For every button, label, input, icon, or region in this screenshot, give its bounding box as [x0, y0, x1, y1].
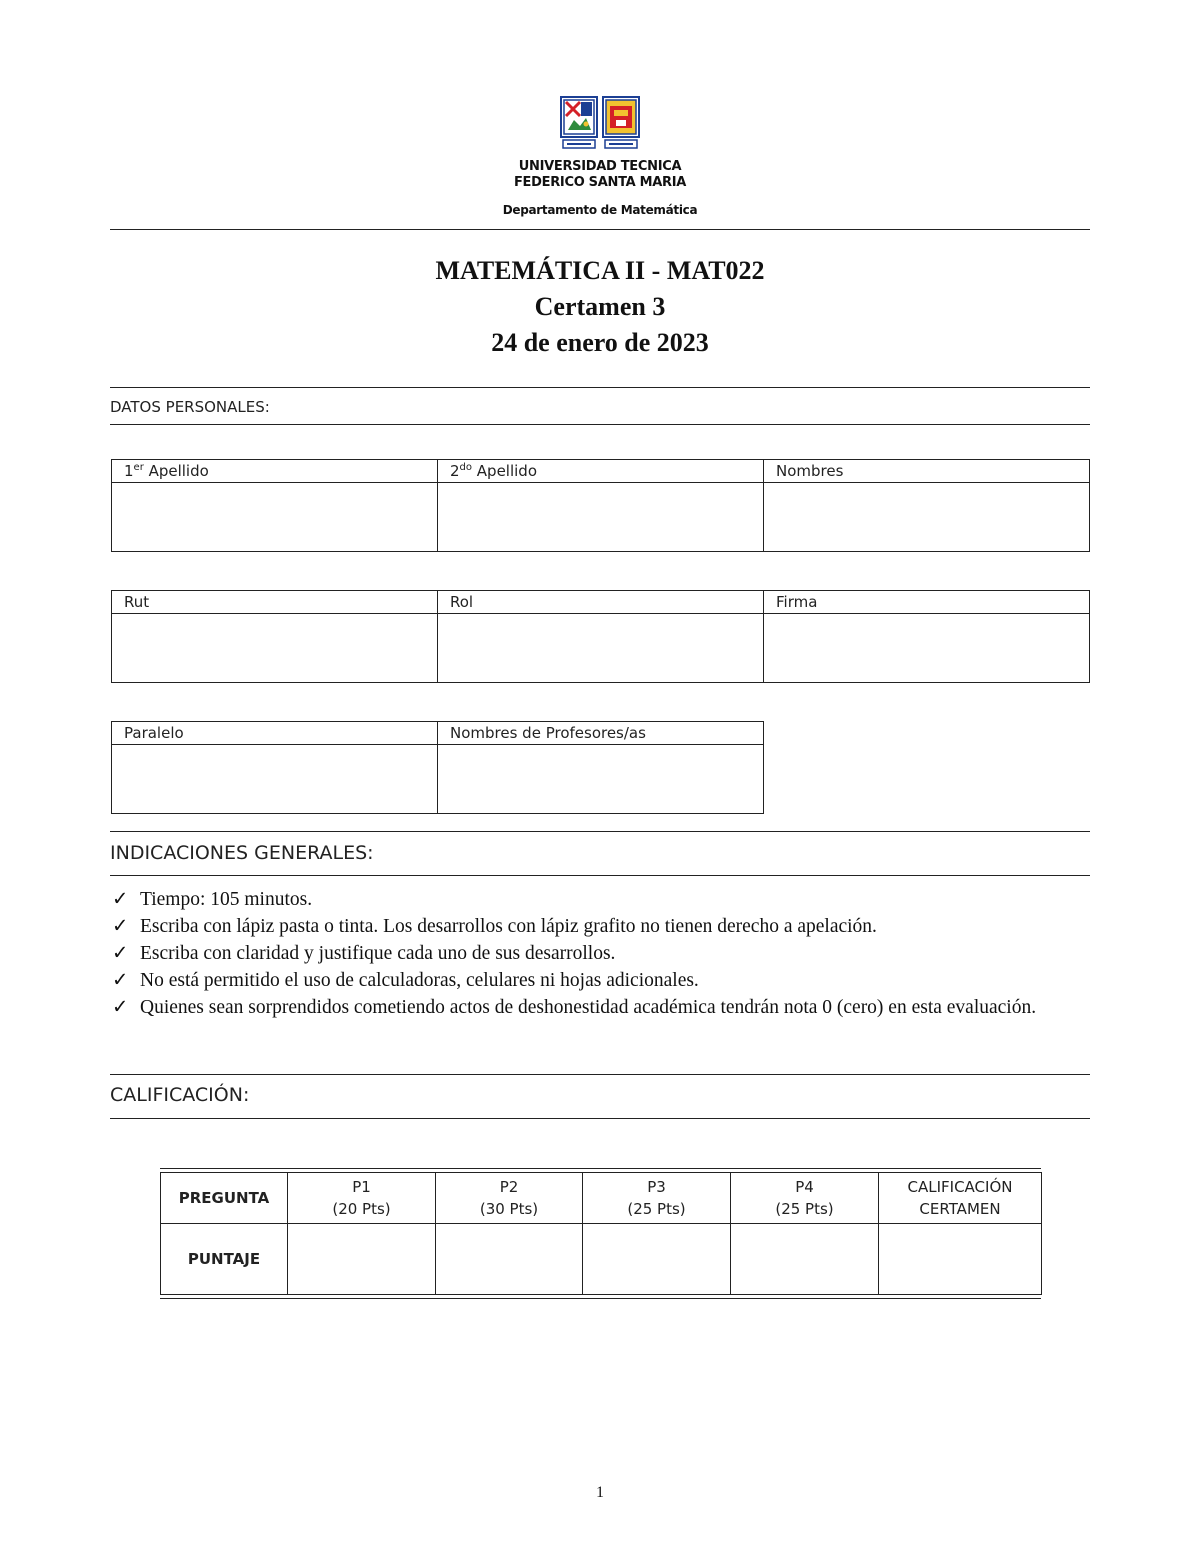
first-surname-field[interactable] — [112, 483, 438, 552]
indications-top-rule — [110, 831, 1090, 832]
section-label: Paralelo — [112, 722, 438, 745]
personal-top-rule — [110, 387, 1090, 388]
name-fields-table — [111, 459, 1090, 552]
grading-top-rule — [110, 1074, 1090, 1075]
course-title: MATEMÁTICA II - MAT022 — [435, 256, 765, 285]
exam-title: Certamen 3 — [534, 292, 666, 321]
section-fields-table — [111, 721, 764, 814]
id-fields-table — [111, 590, 1090, 683]
rut-label: Rut — [112, 591, 438, 614]
department-name: Departamento de Matemática — [502, 203, 698, 217]
given-names-field[interactable] — [764, 483, 1090, 552]
grades-table-top-rule — [160, 1168, 1041, 1169]
exam-date: 24 de enero de 2023 — [491, 328, 709, 357]
page-number: 1 — [596, 1484, 604, 1501]
indications-bottom-rule — [110, 875, 1090, 876]
signature-label: Firma — [764, 591, 1090, 614]
grades-table — [160, 1172, 1042, 1295]
score-cell-p1[interactable] — [288, 1224, 436, 1295]
check-icon: ✓ — [112, 889, 129, 910]
indications-list — [110, 886, 1090, 1021]
university-name-line2: FEDERICO SANTA MARIA — [513, 175, 687, 190]
header-divider — [110, 229, 1090, 230]
question-header-p4: P4 (25 Pts) — [731, 1173, 879, 1224]
second-surname-label: $2^{do}$ Apellido — [438, 460, 764, 483]
score-cell-p3[interactable] — [583, 1224, 731, 1295]
check-icon: ✓ — [112, 997, 129, 1018]
check-icon: ✓ — [112, 916, 129, 937]
professors-field[interactable] — [438, 745, 764, 814]
list-item: ✓ Quienes sean sorprendidos cometiendo actos de deshonestidad académica tendrán nota 0 (cero) en esta evaluación. — [110, 994, 1090, 1021]
rut-field[interactable] — [112, 614, 438, 683]
list-item: ✓ No está permitido el uso de calculadoras, celulares ni hojas adicionales. — [110, 967, 1090, 994]
university-logo — [560, 96, 640, 152]
section-field[interactable] — [112, 745, 438, 814]
rol-label: Rol — [438, 591, 764, 614]
university-name-line1: UNIVERSIDAD TECNICA — [518, 159, 682, 174]
personal-bottom-rule — [110, 424, 1090, 425]
final-grade-header: CALIFICACIÓN CERTAMEN — [879, 1173, 1042, 1224]
check-icon: ✓ — [112, 943, 129, 964]
check-icon: ✓ — [112, 970, 129, 991]
final-grade-cell[interactable] — [879, 1224, 1042, 1295]
grades-table-bottom-rule — [160, 1298, 1041, 1299]
list-item: ✓ Escriba con claridad y justifique cada uno de sus desarrollos. — [110, 940, 1090, 967]
indications-heading: INDICACIONES GENERALES: — [110, 842, 374, 864]
grading-heading: CALIFICACIÓN: — [110, 1084, 250, 1106]
first-surname-label: 1er Apellido — [112, 460, 438, 483]
personal-data-heading: DATOS PERSONALES: — [110, 398, 270, 416]
score-row-label: PUNTAJE — [161, 1224, 288, 1295]
grading-bottom-rule — [110, 1118, 1090, 1119]
professors-label: Nombres de Profesores/as — [438, 722, 764, 745]
question-header-p1: P1 (20 Pts) — [288, 1173, 436, 1224]
signature-field[interactable] — [764, 614, 1090, 683]
question-row-label: PREGUNTA — [161, 1173, 288, 1224]
list-item: ✓ Escriba con lápiz pasta o tinta. Los desarrollos con lápiz grafito no tienen derecho a apelación. — [110, 913, 1090, 940]
score-cell-p4[interactable] — [731, 1224, 879, 1295]
question-header-p3: P3 (25 Pts) — [583, 1173, 731, 1224]
given-names-label: Nombres — [764, 460, 1090, 483]
second-surname-field[interactable] — [438, 483, 764, 552]
list-item: ✓ Tiempo: 105 minutos. — [110, 886, 1090, 913]
rol-field[interactable] — [438, 614, 764, 683]
question-header-p2: P2 (30 Pts) — [436, 1173, 583, 1224]
score-cell-p2[interactable] — [436, 1224, 583, 1295]
